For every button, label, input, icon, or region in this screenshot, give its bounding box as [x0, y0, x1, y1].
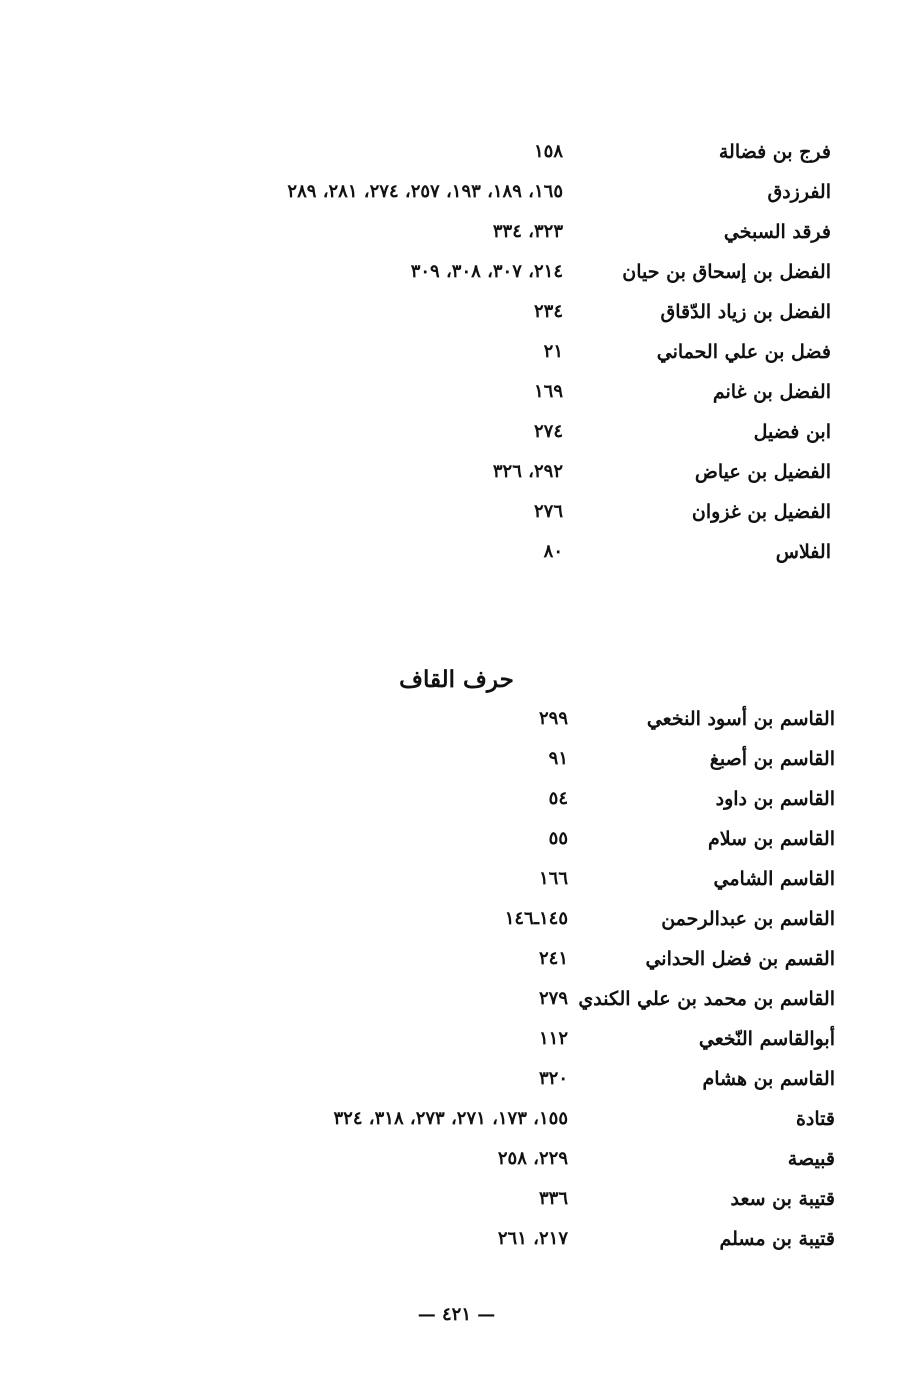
index-entry: [0, 256, 913, 288]
entry-pages: ٢٢٩، ٢٥٨: [497, 1148, 568, 1169]
index-entry: [0, 376, 913, 408]
entry-pages: ٢٧٤: [533, 421, 563, 442]
index-entry: [0, 903, 913, 935]
entry-name: قتيبة بن سعد: [730, 1188, 835, 1210]
entry-pages: ٢١٤، ٣٠٧، ٣٠٨، ٣٠٩: [410, 261, 563, 282]
index-entry: [0, 783, 913, 815]
index-entry: [0, 456, 913, 488]
entry-pages: ١٤٥ـ١٤٦: [504, 908, 568, 929]
index-entry: [0, 703, 913, 735]
entry-pages: ٨٠: [543, 541, 563, 562]
entry-pages: ١٦٥، ١٨٩، ١٩٣، ٢٥٧، ٢٧٤، ٢٨١، ٢٨٩: [287, 181, 563, 202]
page-number: — ٤٢١ —: [417, 1304, 496, 1325]
entry-pages: ٢١٧، ٢٦١: [497, 1228, 568, 1249]
entry-name: القاسم بن أسود النخعي: [646, 708, 835, 730]
entry-pages: ٢٩٢، ٣٢٦: [492, 461, 563, 482]
section-heading: [0, 660, 913, 700]
entry-name: فرقد السبخي: [723, 221, 831, 243]
index-entry: [0, 1063, 913, 1095]
entry-name: القاسم بن محمد بن علي الكندي: [578, 988, 835, 1010]
entry-pages: ١٥٥، ١٧٣، ٢٧١، ٢٧٣، ٣١٨، ٣٢٤: [333, 1108, 568, 1129]
entry-name: الفرزدق: [767, 181, 831, 203]
entry-pages: ٥٤: [548, 788, 568, 809]
entry-pages: ٢٧٦: [533, 501, 563, 522]
index-entry: [0, 216, 913, 248]
index-entry: [0, 743, 913, 775]
entry-name: القسم بن فضل الحداني: [645, 948, 835, 970]
index-entry: [0, 496, 913, 528]
index-entry: [0, 176, 913, 208]
index-entry: [0, 336, 913, 368]
entry-pages: ١٦٩: [533, 381, 563, 402]
index-entry: [0, 943, 913, 975]
entry-pages: ٢٧٩: [538, 988, 568, 1009]
entry-name: قتيبة بن مسلم: [719, 1228, 835, 1250]
entry-name: القاسم الشامي: [713, 868, 835, 890]
index-entry: [0, 983, 913, 1015]
entry-pages: ٥٥: [548, 828, 568, 849]
index-entry: [0, 416, 913, 448]
index-entry: [0, 1103, 913, 1135]
entry-name: الفضل بن زياد الدّقاق: [660, 301, 831, 323]
section-heading-text: حرف القاف: [399, 666, 514, 693]
entry-pages: ٢٣٤: [533, 301, 563, 322]
entry-pages: ٣٣٦: [538, 1188, 568, 1209]
entry-name: القاسم بن عبدالرحمن: [661, 908, 835, 930]
index-entry: [0, 1223, 913, 1255]
entry-pages: ٣٢٣، ٣٣٤: [492, 221, 563, 242]
index-entry: [0, 1023, 913, 1055]
entry-pages: ٢٩٩: [538, 708, 568, 729]
entry-pages: ٢٤١: [538, 948, 568, 969]
entry-name: الفضيل بن غزوان: [691, 501, 831, 523]
entry-pages: ٩١: [548, 748, 568, 769]
entry-name: ابن فضيل: [753, 421, 831, 443]
entry-name: قتادة: [795, 1108, 835, 1130]
index-entry: [0, 823, 913, 855]
index-entry: [0, 1183, 913, 1215]
entry-name: الفضل بن إسحاق بن حيان: [622, 261, 831, 283]
entry-name: فرج بن فضالة: [718, 141, 831, 163]
entry-pages: ١٦٦: [538, 868, 568, 889]
entry-name: القاسم بن أصبغ: [709, 748, 835, 770]
entry-name: القاسم بن سلام: [707, 828, 835, 850]
index-entry: [0, 1143, 913, 1175]
entry-name: الفضل بن غانم: [712, 381, 831, 403]
entry-name: فضل بن علي الحماني: [656, 341, 831, 363]
entry-name: الفلاس: [775, 541, 831, 563]
entry-pages: ١٥٨: [533, 141, 563, 162]
entry-pages: ٣٢٠: [538, 1068, 568, 1089]
index-entry: [0, 296, 913, 328]
entry-name: القاسم بن هشام: [702, 1068, 835, 1090]
index-entry: [0, 536, 913, 568]
index-entry: [0, 863, 913, 895]
entry-name: أبوالقاسم النّخعي: [698, 1028, 835, 1050]
entry-name: قبيصة: [787, 1148, 835, 1170]
entry-pages: ١١٢: [538, 1028, 568, 1049]
entry-name: القاسم بن داود: [715, 788, 835, 810]
entry-name: الفضيل بن عياض: [694, 461, 831, 483]
entry-pages: ٢١: [543, 341, 563, 362]
index-entry: [0, 136, 913, 168]
